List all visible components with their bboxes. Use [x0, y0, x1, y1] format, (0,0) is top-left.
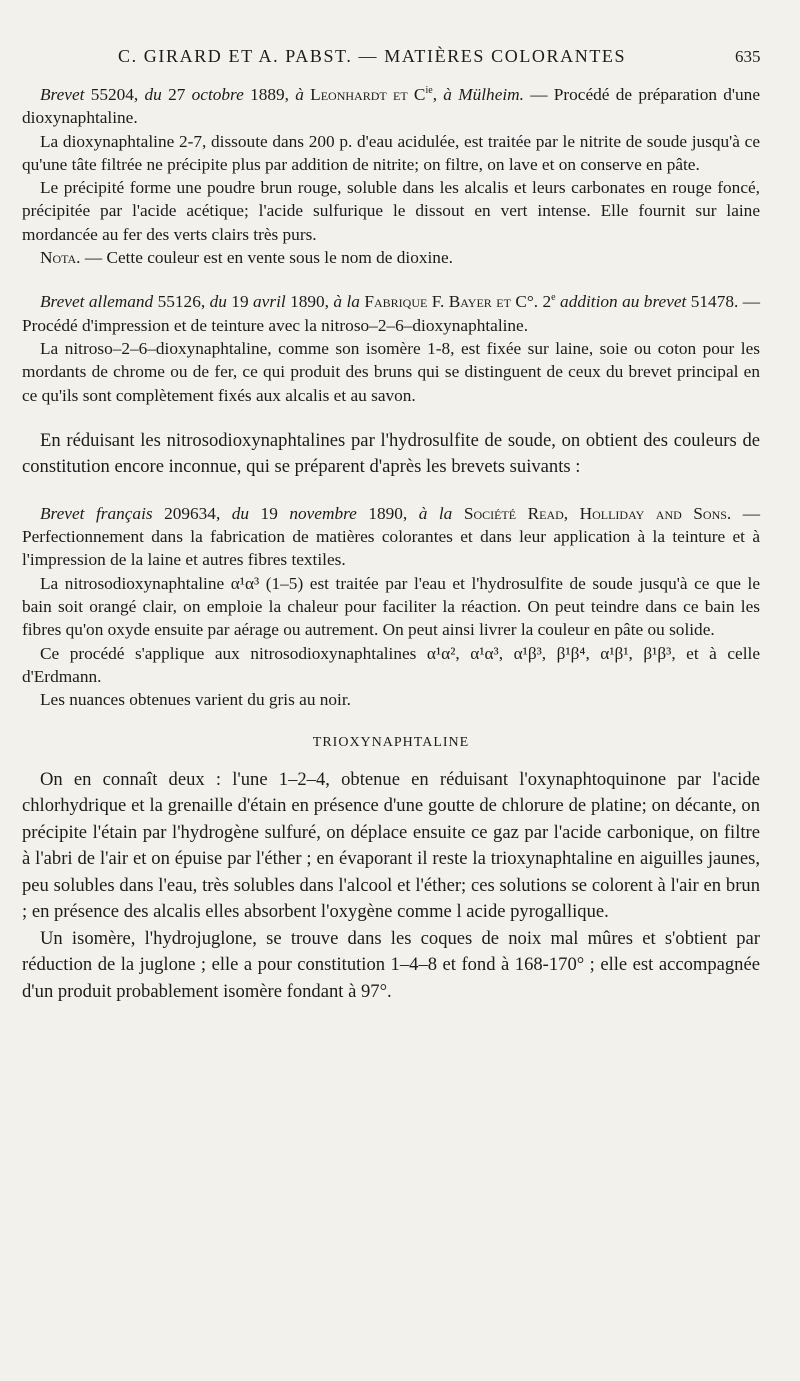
page-number: 635 [735, 47, 761, 66]
intro-block [22, 428, 760, 481]
spacer [22, 269, 760, 290]
heading-fragment: Brevet français [40, 503, 153, 523]
heading-fragment: du [144, 85, 162, 104]
heading-fragment: à [295, 85, 304, 104]
heading-fragment: 2 [542, 292, 552, 312]
trioxynaphtaline-block [22, 767, 760, 1006]
heading-fragment: avril [253, 292, 286, 312]
spacer [22, 407, 760, 428]
heading-fragment: — Procédé de préparation d'une dioxynaphtaline. [22, 85, 760, 128]
paragraph: Les nuances obtenues varient du gris au noir. [40, 690, 351, 710]
patent-heading-55126 [22, 290, 760, 337]
paragraph: La nitroso–2–6–dioxynaphtaline, comme son isomère 1-8, est fixée sur laine, soie ou coton pour les mordants de chrome ou de fer, ce qui produit des bruns qui se distinguent de ceux du brevet principal en ce qu'ils sont complètement fixés aux alcalis et au savon. [22, 338, 760, 405]
heading-fragment: 209634, [152, 503, 232, 523]
heading-fragment: 19 [226, 292, 254, 312]
intro-paragraph: En réduisant les nitrosodioxynaphtalines par l'hydrosulfite de soude, on obtient des couleurs de constitution encore inconnue, qui se préparent d'après les brevets suivants : [22, 429, 760, 478]
heading-fragment: 1890, [356, 503, 419, 523]
running-title: C. GIRARD ET A. PABST. — MATIÈRES COLORANTES [118, 46, 627, 66]
paragraph: On en connaît deux : l'une 1–2–4, obtenue en réduisant l'oxynaphtoquinone par l'acide chlorhydrique et la grenaille d'étain en présence d'une goutte de chlorure de platine; on décante, on précipite l'étain par l'hydrogène sulfuré, on déplace ensuite ce gaz par l'acide carbonique, on filtre à l'abri de l'air et on épuise par l'éther ; en évaporant il reste la trioxynaphtaline en aiguilles jaunes, peu solubles dans l'eau, très solubles dans l'alcool et l'éther; ces solutions se colorent à l'air en brun ; en présence des alcalis elles absorbent l'oxygène comme l acide pyrogallique. [22, 768, 760, 923]
heading-fragment: — Perfectionnement dans la fabrication de matières colorantes et dans leur application à la teinture et à l'impression de la laine et autres fibres textiles. [22, 503, 761, 570]
heading-fragment: Fabrique F. Bayer et C°. [359, 292, 543, 312]
heading-fragment: à Mülheim. [443, 85, 524, 104]
heading-fragment: à la [333, 292, 360, 312]
heading-fragment: 27 [161, 85, 192, 104]
heading-superscript: ie [425, 85, 433, 97]
nota-paragraph [22, 246, 760, 269]
heading-fragment: Leonhardt et C [303, 85, 426, 104]
heading-fragment: addition au brevet [555, 292, 687, 312]
heading-fragment: du [209, 292, 227, 312]
heading-fragment: à la [418, 503, 453, 523]
heading-fragment: , [432, 85, 444, 104]
heading-fragment: 51478. — Procédé d'impression et de teinture avec la nitroso–2–6–dioxynaphtaline. [22, 292, 761, 335]
heading-fragment: novembre [289, 503, 357, 523]
spacer [22, 753, 760, 767]
heading-fragment: 55126, [153, 292, 210, 312]
patent-heading-55204 [22, 83, 760, 130]
paragraph: Ce procédé s'applique aux nitrosodioxynaphtalines α¹α², α¹α³, α¹β³, β¹β⁴, α¹β¹, β¹β³, et à celle d'Erdmann. [22, 643, 760, 686]
heading-fragment: Brevet allemand [40, 292, 154, 312]
spacer [22, 481, 760, 502]
heading-fragment: Société Read, Holliday and Sons. [452, 503, 732, 523]
patent-heading-209634 [22, 502, 760, 572]
nota-text: — Cette couleur est en vente sous le nom de dioxine. [80, 248, 453, 268]
paragraph: Un isomère, l'hydrojuglone, se trouve dans les coques de noix mal mûres et s'obtient par réduction de la juglone ; elle a pour constitution 1–4–8 et fond à 168-170° ; elle est accompagnée d'un produit probablement isomère fondant à 97°. [22, 927, 760, 1002]
paragraph: La dioxynaphtaline 2-7, dissoute dans 200 p. d'eau acidulée, est traitée par le nitrite de soude jusqu'à ce qu'une tâte filtrée ne précipite plus par addition de nitrite; on filtre, on lave et on conserve en pâte. [22, 131, 760, 174]
heading-superscript: e [551, 292, 556, 304]
heading-fragment: 1890, [285, 292, 334, 312]
heading-fragment: 1889, [243, 85, 296, 104]
heading-fragment: du [231, 503, 250, 523]
heading-fragment: octobre [191, 85, 244, 104]
spacer [22, 712, 760, 733]
page-body [22, 83, 760, 1005]
heading-fragment: 55204, [84, 85, 145, 104]
paragraph: Le précipité forme une poudre brun rouge, soluble dans les alcalis et leurs carbonates en rouge foncé, précipitée par l'acide acétique; l'acide sulfurique le dissout en vert intense. Elle fournit sur laine mordancée au fer des verts clairs très purs. [22, 178, 760, 244]
heading-fragment: Brevet [40, 85, 85, 104]
heading-fragment: 19 [249, 503, 290, 523]
paragraph: La nitrosodioxynaphtaline α¹α³ (1–5) est traitée par l'eau et l'hydrosulfite de soude jusqu'à ce que le bain soit orangé clair, on emploie la chaleur pour faciliter la réaction. On peut teindre dans ce bain les fibres qu'on oxyde ensuite par aérage ou autrement. On peut ainsi livrer la couleur en pâte ou solide. [22, 573, 760, 640]
section-title: TRIOXYNAPHTALINE [312, 734, 470, 750]
nota-label: Nota. [40, 248, 81, 268]
